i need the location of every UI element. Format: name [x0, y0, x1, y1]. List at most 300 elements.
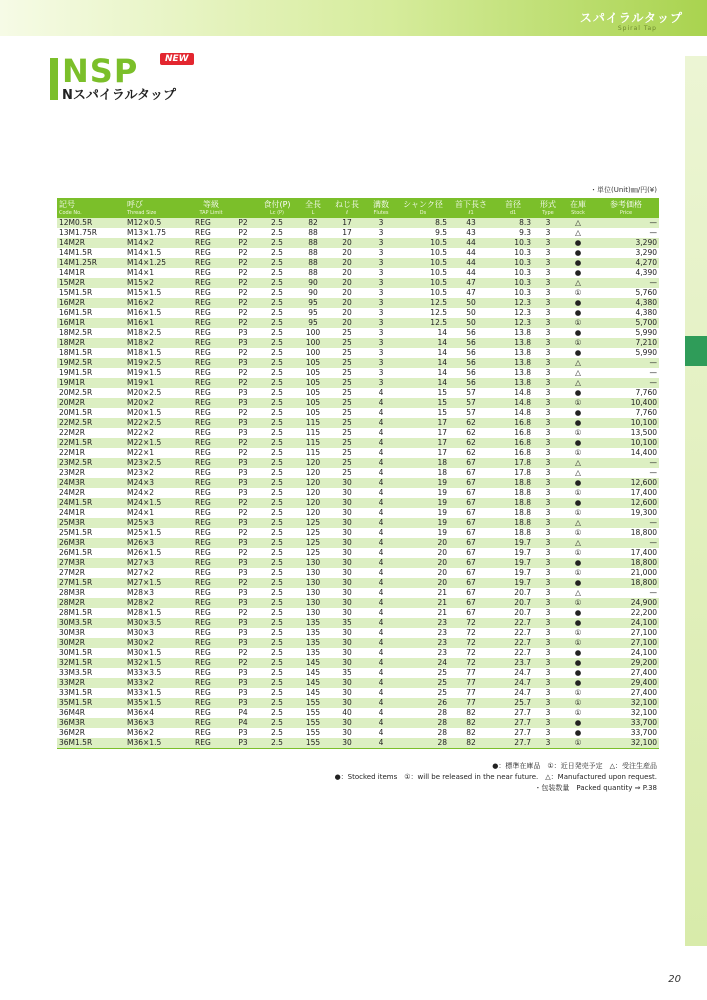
table-cell: M20×2.5: [125, 388, 193, 398]
table-cell: 77: [449, 698, 493, 708]
table-cell: 12.3: [493, 298, 533, 308]
table-cell: 14,400: [593, 448, 659, 458]
table-cell: 3: [533, 428, 563, 438]
table-cell: △: [563, 358, 593, 368]
table-cell: M18×2.5: [125, 328, 193, 338]
table-cell: P4: [229, 708, 257, 718]
table-cell: —: [593, 518, 659, 528]
table-cell: 3: [365, 308, 397, 318]
table-cell: 22M1.5R: [57, 438, 125, 448]
table-cell: P3: [229, 628, 257, 638]
table-cell: M28×3: [125, 588, 193, 598]
table-cell: 30: [329, 738, 365, 749]
table-cell: 135: [297, 628, 329, 638]
table-row: [57, 508, 659, 518]
table-cell: P3: [229, 668, 257, 678]
table-cell: 3: [533, 708, 563, 718]
table-cell: 19.7: [493, 558, 533, 568]
table-cell: 25M1.5R: [57, 528, 125, 538]
table-cell: REG: [193, 458, 229, 468]
table-cell: 14.8: [493, 408, 533, 418]
table-cell: 3: [533, 218, 563, 228]
table-cell: 13,500: [593, 428, 659, 438]
table-cell: 19M2.5R: [57, 358, 125, 368]
table-cell: REG: [193, 698, 229, 708]
table-cell: 15M1.5R: [57, 288, 125, 298]
table-cell: ●: [563, 618, 593, 628]
table-cell: P2: [229, 218, 257, 228]
table-cell: 20: [397, 568, 449, 578]
table-cell: 16.8: [493, 428, 533, 438]
table-cell: 105: [297, 378, 329, 388]
table-cell: 2.5: [257, 358, 297, 368]
table-cell: 19.7: [493, 578, 533, 588]
table-cell: 3: [365, 378, 397, 388]
table-cell: 29,200: [593, 658, 659, 668]
table-cell: 22.7: [493, 638, 533, 648]
table-cell: 5,700: [593, 318, 659, 328]
table-cell: REG: [193, 688, 229, 698]
table-cell: REG: [193, 538, 229, 548]
table-cell: 10.3: [493, 288, 533, 298]
table-cell: 24.7: [493, 688, 533, 698]
table-row: [57, 578, 659, 588]
table-cell: ①: [563, 738, 593, 749]
table-cell: 28: [397, 738, 449, 749]
table-cell: 3: [533, 398, 563, 408]
table-cell: 125: [297, 548, 329, 558]
table-cell: M19×1.5: [125, 368, 193, 378]
table-cell: △: [563, 368, 593, 378]
table-cell: 10.5: [397, 288, 449, 298]
table-cell: REG: [193, 488, 229, 498]
table-cell: 19.7: [493, 568, 533, 578]
table-cell: M14×1: [125, 268, 193, 278]
table-cell: 17.8: [493, 458, 533, 468]
table-cell: 30: [329, 608, 365, 618]
table-cell: 90: [297, 278, 329, 288]
table-cell: 3: [533, 598, 563, 608]
table-cell: P3: [229, 358, 257, 368]
table-cell: M12×0.5: [125, 218, 193, 228]
table-cell: 14: [397, 328, 449, 338]
table-cell: 145: [297, 668, 329, 678]
table-row: [57, 388, 659, 398]
table-cell: 105: [297, 358, 329, 368]
table-cell: 3: [533, 508, 563, 518]
table-cell: 18M1.5R: [57, 348, 125, 358]
table-row: [57, 728, 659, 738]
table-cell: 3: [533, 728, 563, 738]
table-cell: 14M1.5R: [57, 248, 125, 258]
table-cell: 12,600: [593, 498, 659, 508]
table-cell: ●: [563, 268, 593, 278]
table-cell: 2.5: [257, 368, 297, 378]
table-cell: 3: [533, 438, 563, 448]
table-row: [57, 698, 659, 708]
table-cell: REG: [193, 448, 229, 458]
table-cell: 22M2R: [57, 428, 125, 438]
table-cell: M27×1.5: [125, 578, 193, 588]
table-cell: 77: [449, 688, 493, 698]
table-cell: 4: [365, 648, 397, 658]
table-cell: 12,600: [593, 478, 659, 488]
table-cell: 17,400: [593, 548, 659, 558]
table-cell: ●: [563, 718, 593, 728]
table-cell: M36×1.5: [125, 738, 193, 749]
table-cell: 4: [365, 418, 397, 428]
table-cell: —: [593, 228, 659, 238]
table-cell: 67: [449, 498, 493, 508]
table-cell: P2: [229, 348, 257, 358]
table-cell: 26M1.5R: [57, 548, 125, 558]
table-cell: 10.5: [397, 278, 449, 288]
side-index-tab: [685, 56, 707, 946]
table-cell: 2.5: [257, 418, 297, 428]
table-cell: 3: [365, 338, 397, 348]
table-cell: 44: [449, 248, 493, 258]
table-cell: M24×3: [125, 478, 193, 488]
table-cell: 4: [365, 548, 397, 558]
table-cell: 56: [449, 378, 493, 388]
table-cell: 2.5: [257, 498, 297, 508]
table-cell: 3: [365, 248, 397, 258]
table-cell: 57: [449, 398, 493, 408]
table-cell: REG: [193, 508, 229, 518]
table-cell: 88: [297, 248, 329, 258]
table-cell: 27.7: [493, 708, 533, 718]
table-cell: 120: [297, 458, 329, 468]
column-header: 食付(P): [257, 198, 297, 210]
table-cell: 30: [329, 698, 365, 708]
table-cell: 3: [533, 408, 563, 418]
table-cell: 16M1.5R: [57, 308, 125, 318]
table-cell: 120: [297, 488, 329, 498]
table-cell: 4: [365, 728, 397, 738]
table-row: [57, 248, 659, 258]
table-cell: 25: [329, 398, 365, 408]
table-cell: 3: [533, 298, 563, 308]
table-cell: 10.3: [493, 268, 533, 278]
column-header: 記号: [57, 198, 125, 210]
table-cell: 57: [449, 408, 493, 418]
table-cell: 3: [533, 258, 563, 268]
table-row: [57, 598, 659, 608]
table-cell: M25×3: [125, 518, 193, 528]
table-cell: 2.5: [257, 388, 297, 398]
table-cell: 27M3R: [57, 558, 125, 568]
top-band: [0, 0, 707, 36]
table-cell: 100: [297, 338, 329, 348]
table-cell: 32,100: [593, 738, 659, 749]
table-cell: 100: [297, 328, 329, 338]
table-cell: 3: [365, 288, 397, 298]
table-cell: 72: [449, 638, 493, 648]
table-cell: 4: [365, 468, 397, 478]
table-cell: 3: [533, 648, 563, 658]
table-cell: 4: [365, 718, 397, 728]
table-row: [57, 298, 659, 308]
table-cell: M22×2: [125, 428, 193, 438]
table-cell: P3: [229, 678, 257, 688]
table-cell: 43: [449, 228, 493, 238]
table-cell: 2.5: [257, 698, 297, 708]
table-cell: 4: [365, 498, 397, 508]
table-cell: REG: [193, 658, 229, 668]
table-cell: M25×1.5: [125, 528, 193, 538]
table-cell: 3: [533, 288, 563, 298]
table-cell: 8.5: [397, 218, 449, 228]
table-cell: REG: [193, 578, 229, 588]
table-cell: 25: [329, 408, 365, 418]
table-cell: 115: [297, 438, 329, 448]
table-row: [57, 408, 659, 418]
table-cell: 5,990: [593, 328, 659, 338]
table-cell: 20: [329, 258, 365, 268]
table-cell: 19.7: [493, 538, 533, 548]
table-cell: 15: [397, 408, 449, 418]
table-cell: 3: [533, 268, 563, 278]
table-cell: 40: [329, 708, 365, 718]
table-cell: REG: [193, 358, 229, 368]
table-cell: REG: [193, 568, 229, 578]
table-cell: 26: [397, 698, 449, 708]
table-cell: 2.5: [257, 548, 297, 558]
table-cell: 17: [397, 418, 449, 428]
table-cell: 25: [329, 368, 365, 378]
table-cell: M27×2: [125, 568, 193, 578]
table-cell: ●: [563, 258, 593, 268]
table-cell: 23M2.5R: [57, 458, 125, 468]
table-row: [57, 368, 659, 378]
table-cell: 72: [449, 628, 493, 638]
table-cell: P2: [229, 498, 257, 508]
table-cell: 3: [365, 358, 397, 368]
table-cell: 3: [533, 558, 563, 568]
table-cell: 2.5: [257, 518, 297, 528]
table-cell: 23: [397, 648, 449, 658]
table-cell: 25: [329, 448, 365, 458]
table-row: [57, 268, 659, 278]
table-cell: 125: [297, 518, 329, 528]
table-cell: —: [593, 358, 659, 368]
table-cell: 3: [533, 358, 563, 368]
column-subheader: Code No.: [57, 210, 125, 218]
table-cell: 23: [397, 628, 449, 638]
table-cell: 10.3: [493, 248, 533, 258]
table-cell: REG: [193, 298, 229, 308]
table-cell: 36M2R: [57, 728, 125, 738]
table-cell: P2: [229, 448, 257, 458]
table-cell: 13.8: [493, 358, 533, 368]
table-cell: 20: [329, 278, 365, 288]
table-cell: P3: [229, 688, 257, 698]
table-cell: P2: [229, 318, 257, 328]
table-cell: —: [593, 278, 659, 288]
table-cell: 20: [397, 538, 449, 548]
table-cell: 62: [449, 418, 493, 428]
table-cell: 50: [449, 298, 493, 308]
table-cell: 4: [365, 488, 397, 498]
table-cell: 16M1R: [57, 318, 125, 328]
table-cell: 25: [397, 688, 449, 698]
table-cell: 30: [329, 718, 365, 728]
table-row: [57, 478, 659, 488]
table-cell: P3: [229, 468, 257, 478]
table-cell: 25: [329, 418, 365, 428]
table-cell: 15M2R: [57, 278, 125, 288]
table-cell: ①: [563, 628, 593, 638]
table-cell: 67: [449, 548, 493, 558]
table-cell: 25: [329, 348, 365, 358]
table-cell: 30: [329, 588, 365, 598]
table-cell: 14M2R: [57, 238, 125, 248]
table-cell: REG: [193, 728, 229, 738]
table-cell: M14×1.5: [125, 248, 193, 258]
table-cell: 10,100: [593, 418, 659, 428]
table-cell: 30: [329, 688, 365, 698]
table-row: [57, 498, 659, 508]
table-cell: 8.3: [493, 218, 533, 228]
table-cell: ①: [563, 638, 593, 648]
table-cell: 12.5: [397, 308, 449, 318]
table-cell: 145: [297, 688, 329, 698]
table-cell: 20: [329, 318, 365, 328]
table-row: [57, 438, 659, 448]
table-cell: 4: [365, 398, 397, 408]
table-cell: 120: [297, 508, 329, 518]
spec-table: [57, 198, 659, 749]
table-cell: 3: [365, 218, 397, 228]
table-cell: 25: [329, 358, 365, 368]
table-cell: 12M0.5R: [57, 218, 125, 228]
table-cell: 25.7: [493, 698, 533, 708]
column-header: 全長: [297, 198, 329, 210]
table-cell: P2: [229, 228, 257, 238]
table-cell: 4: [365, 448, 397, 458]
table-cell: 20M2R: [57, 398, 125, 408]
table-cell: ●: [563, 438, 593, 448]
table-cell: 2.5: [257, 598, 297, 608]
table-cell: ①: [563, 318, 593, 328]
table-cell: 28: [397, 708, 449, 718]
table-cell: M19×2.5: [125, 358, 193, 368]
table-cell: 23: [397, 618, 449, 628]
table-cell: —: [593, 468, 659, 478]
table-cell: △: [563, 468, 593, 478]
table-cell: M30×2: [125, 638, 193, 648]
table-cell: 2.5: [257, 488, 297, 498]
table-cell: M22×1.5: [125, 438, 193, 448]
table-cell: 35: [329, 668, 365, 678]
table-cell: 3: [365, 348, 397, 358]
table-cell: REG: [193, 368, 229, 378]
table-cell: P3: [229, 518, 257, 528]
table-cell: 67: [449, 478, 493, 488]
table-cell: 2.5: [257, 688, 297, 698]
table-cell: 30: [329, 628, 365, 638]
table-cell: 20: [397, 548, 449, 558]
table-cell: ●: [563, 238, 593, 248]
column-header: ねじ長: [329, 198, 365, 210]
column-header: 呼び: [125, 198, 193, 210]
table-row: [57, 398, 659, 408]
table-cell: 3: [365, 318, 397, 328]
table-cell: M22×2.5: [125, 418, 193, 428]
table-cell: 30: [329, 568, 365, 578]
table-cell: REG: [193, 388, 229, 398]
table-cell: 130: [297, 608, 329, 618]
table-cell: 25: [397, 668, 449, 678]
table-cell: △: [563, 538, 593, 548]
table-cell: 13.8: [493, 378, 533, 388]
table-cell: 13.8: [493, 338, 533, 348]
table-cell: 13.8: [493, 348, 533, 358]
table-row: [57, 538, 659, 548]
table-row: [57, 568, 659, 578]
table-cell: 30: [329, 678, 365, 688]
table-cell: △: [563, 378, 593, 388]
table-cell: 77: [449, 668, 493, 678]
table-cell: 19: [397, 478, 449, 488]
table-cell: ①: [563, 528, 593, 538]
table-row: [57, 288, 659, 298]
table-row: [57, 448, 659, 458]
table-cell: 82: [449, 728, 493, 738]
table-cell: 3: [533, 538, 563, 548]
table-cell: REG: [193, 228, 229, 238]
table-cell: 9.5: [397, 228, 449, 238]
table-cell: ①: [563, 338, 593, 348]
table-cell: 105: [297, 388, 329, 398]
table-cell: 30: [329, 478, 365, 488]
table-cell: P3: [229, 388, 257, 398]
table-cell: 9.3: [493, 228, 533, 238]
table-cell: 10.3: [493, 278, 533, 288]
table-cell: REG: [193, 308, 229, 318]
table-cell: M33×1.5: [125, 688, 193, 698]
table-cell: P2: [229, 578, 257, 588]
table-cell: 2.5: [257, 298, 297, 308]
table-cell: M32×1.5: [125, 658, 193, 668]
table-cell: 67: [449, 488, 493, 498]
table-cell: 4: [365, 628, 397, 638]
table-cell: P2: [229, 648, 257, 658]
table-cell: 30: [329, 508, 365, 518]
table-cell: 155: [297, 738, 329, 749]
table-cell: REG: [193, 628, 229, 638]
table-cell: 2.5: [257, 608, 297, 618]
table-cell: ●: [563, 308, 593, 318]
table-cell: 4: [365, 558, 397, 568]
table-cell: P2: [229, 298, 257, 308]
table-cell: ①: [563, 598, 593, 608]
table-cell: —: [593, 368, 659, 378]
table-cell: 25: [329, 468, 365, 478]
table-cell: 17.8: [493, 468, 533, 478]
table-cell: 13.8: [493, 328, 533, 338]
table-cell: 24M1R: [57, 508, 125, 518]
table-cell: P2: [229, 308, 257, 318]
table-row: [57, 668, 659, 678]
table-cell: 4: [365, 528, 397, 538]
table-cell: P3: [229, 738, 257, 749]
table-cell: 2.5: [257, 458, 297, 468]
table-cell: 30: [329, 498, 365, 508]
table-cell: 2.5: [257, 508, 297, 518]
table-cell: 4: [365, 578, 397, 588]
table-cell: 30M2R: [57, 638, 125, 648]
